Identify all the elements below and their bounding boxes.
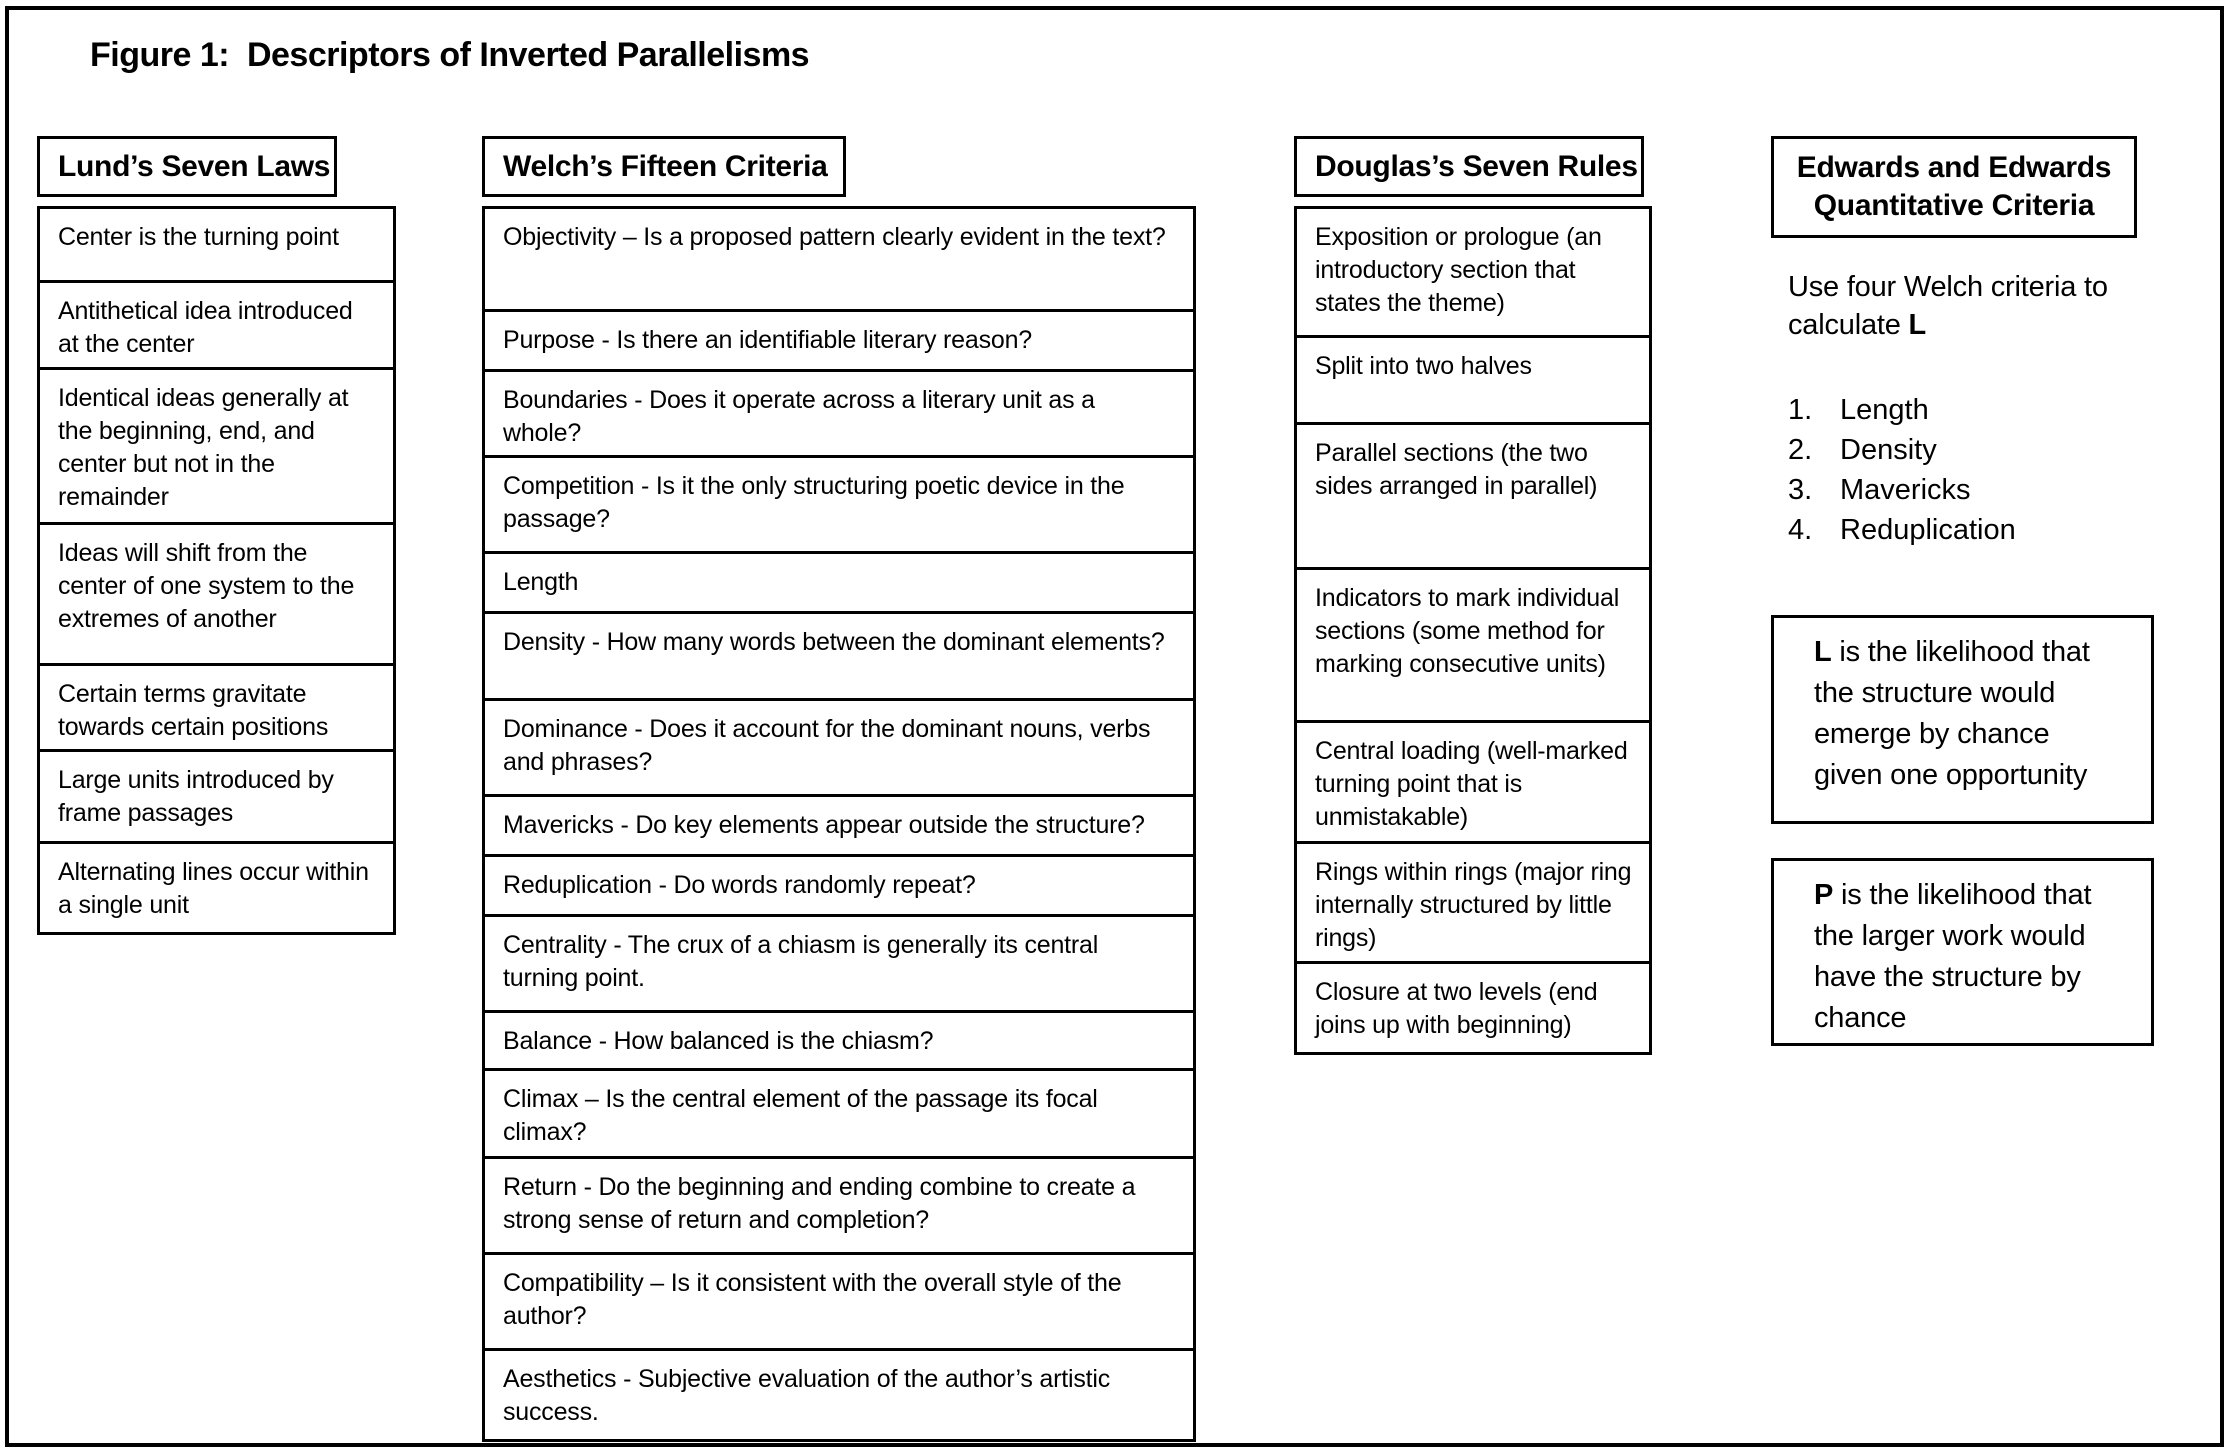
list-item: 2. Density: [1788, 434, 1937, 466]
list-item: Large units introduced by frame passages: [40, 749, 393, 841]
welch-header: Welch’s Fifteen Criteria: [482, 136, 846, 197]
list-item: Centrality - The crux of a chiasm is generally its central turning point.: [485, 914, 1193, 1010]
edwards-header: [1771, 136, 2137, 238]
list-item: Competition - Is it the only structuring poetic device in the passage?: [485, 455, 1193, 551]
edwards-header-line1: Edwards and Edwards: [1796, 151, 2112, 184]
list-item: Split into two halves: [1297, 335, 1649, 422]
list-item: Rings within rings (major ring internally structured by little rings): [1297, 841, 1649, 961]
list-item: 4. Reduplication: [1788, 514, 2016, 546]
douglas-list: [1294, 206, 1652, 1055]
list-item: Compatibility – Is it consistent with the overall style of the author?: [485, 1252, 1193, 1348]
list-item: Certain terms gravitate towards certain positions: [40, 663, 393, 749]
list-item: Identical ideas generally at the beginning, end, and center but not in the remainder: [40, 367, 393, 522]
list-item: Exposition or prologue (an introductory section that states the theme): [1315, 223, 1602, 317]
list-item: Antithetical idea introduced at the center: [40, 280, 393, 367]
list-item: Purpose - Is there an identifiable literary reason?: [485, 309, 1193, 369]
list-item: Parallel sections (the two sides arranged in parallel): [1297, 422, 1649, 567]
list-item: Reduplication - Do words randomly repeat?: [485, 854, 1193, 914]
list-item: Ideas will shift from the center of one system to the extremes of another: [40, 522, 393, 663]
l-definition-box: L is the likelihood that the structure would emerge by chance given one opportunity: [1771, 615, 2154, 824]
edwards-header-line2: Quantitative Criteria: [1813, 189, 2095, 222]
list-item: Indicators to mark individual sections (some method for marking consecutive units): [1297, 567, 1649, 720]
welch-list: [482, 206, 1196, 1442]
list-item: Alternating lines occur within a single unit: [40, 841, 393, 935]
lund-header: Lund’s Seven Laws: [37, 136, 337, 197]
list-item: Aesthetics - Subjective evaluation of the author’s artistic success.: [485, 1348, 1193, 1442]
l-symbol: L: [1908, 309, 1927, 341]
edwards-intro: Use four Welch criteria to calculate L: [1788, 271, 2108, 341]
list-item: Objectivity – Is a proposed pattern clearly evident in the text?: [503, 223, 1166, 251]
figure-title: Figure 1: Descriptors of Inverted Parallelisms: [90, 36, 810, 74]
list-item: Center is the turning point: [58, 223, 339, 251]
list-item: Boundaries - Does it operate across a literary unit as a whole?: [485, 369, 1193, 455]
list-item: Density - How many words between the dominant elements?: [485, 611, 1193, 698]
list-item: 3. Mavericks: [1788, 474, 1971, 506]
list-item: Central loading (well-marked turning point that is unmistakable): [1297, 720, 1649, 841]
list-item: Dominance - Does it account for the dominant nouns, verbs and phrases?: [485, 698, 1193, 794]
p-definition-box: P is the likelihood that the larger work would have the structure by chance: [1771, 858, 2154, 1046]
list-item: Length: [485, 551, 1193, 611]
list-item: Balance - How balanced is the chiasm?: [485, 1010, 1193, 1068]
edwards-criteria-list: [1788, 390, 2016, 550]
list-item: Climax – Is the central element of the passage its focal climax?: [485, 1068, 1193, 1156]
list-item: Mavericks - Do key elements appear outside the structure?: [485, 794, 1193, 854]
list-item: 1. Length: [1788, 394, 1929, 426]
list-item: Closure at two levels (end joins up with beginning): [1297, 961, 1649, 1055]
list-item: Return - Do the beginning and ending combine to create a strong sense of return and completion?: [485, 1156, 1193, 1252]
lund-list: [37, 206, 396, 935]
douglas-header: Douglas’s Seven Rules: [1294, 136, 1644, 197]
